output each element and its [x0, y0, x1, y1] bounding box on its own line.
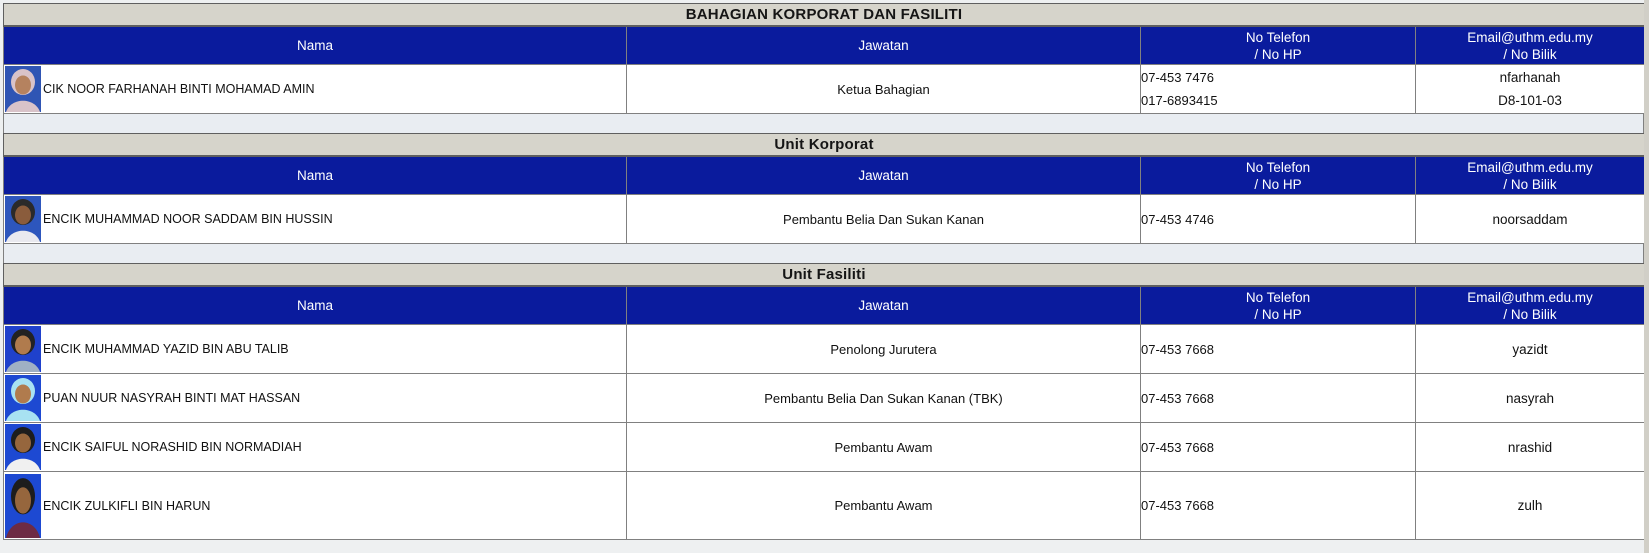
staff-photo — [5, 196, 41, 242]
column-header-line: Nama — [296, 168, 333, 183]
column-header-line: / No Bilik — [1503, 176, 1557, 192]
section-title: BAHAGIAN KORPORAT DAN FASILITI — [685, 5, 963, 23]
section-title-row — [4, 134, 1645, 157]
staff-phone-cell — [1141, 325, 1416, 374]
column-header-line: / No Bilik — [1503, 46, 1557, 62]
section-title-row — [4, 264, 1645, 287]
column-header-line: / No Bilik — [1503, 306, 1557, 322]
staff-photo — [5, 326, 41, 372]
column-header-telefon — [1141, 286, 1416, 325]
staff-position: Pembantu Awam — [627, 423, 1141, 472]
column-header-line: / No HP — [1254, 306, 1302, 322]
staff-name: ENCIK SAIFUL NORASHID BIN NORMADIAH — [43, 440, 302, 454]
email-or-room: yazidt — [1512, 341, 1548, 357]
staff-phone-cell — [1141, 374, 1416, 423]
phone-number: 017-6893415 — [1141, 93, 1218, 108]
staff-row — [4, 472, 1645, 540]
section-table — [3, 3, 1645, 114]
phone-number: 07-453 4746 — [1141, 211, 1215, 227]
column-header-email — [1416, 286, 1645, 325]
column-header-line: Nama — [296, 298, 333, 313]
staff-email-cell — [1416, 195, 1645, 244]
staff-photo — [5, 474, 41, 538]
staff-name: ENCIK MUHAMMAD NOOR SADDAM BIN HUSSIN — [43, 212, 333, 226]
staff-directory — [3, 3, 1644, 540]
email-or-room: noorsaddam — [1492, 211, 1568, 227]
column-header-line: No Telefon — [1245, 289, 1311, 305]
staff-phone-cell — [1141, 423, 1416, 472]
column-header-nama — [4, 286, 627, 325]
staff-position: Pembantu Belia Dan Sukan Kanan — [627, 195, 1141, 244]
staff-phone-cell — [1141, 195, 1416, 244]
column-header-jawatan — [627, 26, 1141, 65]
column-header-line: Nama — [296, 38, 333, 53]
staff-row — [4, 423, 1645, 472]
staff-position: Ketua Bahagian — [627, 65, 1141, 114]
staff-email-cell — [1416, 423, 1645, 472]
staff-position: Pembantu Awam — [627, 472, 1141, 540]
section-title: Unit Fasiliti — [782, 265, 866, 283]
email-or-room: nasyrah — [1505, 390, 1555, 406]
column-header-jawatan — [627, 286, 1141, 325]
column-header-line: No Telefon — [1245, 159, 1311, 175]
staff-name: PUAN NUUR NASYRAH BINTI MAT HASSAN — [43, 391, 301, 405]
phone-number: 07-453 7668 — [1141, 498, 1215, 513]
staff-email-cell — [1416, 472, 1645, 540]
staff-email-cell — [1416, 65, 1645, 114]
column-header-line: Email@uthm.edu.my — [1467, 29, 1593, 45]
column-header-telefon — [1141, 156, 1416, 195]
column-header-email — [1416, 26, 1645, 65]
email-or-room: zulh — [1517, 498, 1543, 513]
column-header-telefon — [1141, 26, 1416, 65]
column-header-line: Jawatan — [858, 38, 909, 53]
column-header-line: / No HP — [1254, 46, 1302, 62]
staff-name: ENCIK MUHAMMAD YAZID BIN ABU TALIB — [43, 342, 289, 356]
staff-name: CIK NOOR FARHANAH BINTI MOHAMAD AMIN — [43, 82, 315, 96]
staff-photo — [5, 375, 41, 421]
staff-row — [4, 325, 1645, 374]
staff-email-cell — [1416, 325, 1645, 374]
column-header-line: Jawatan — [858, 168, 909, 183]
column-header-row — [4, 26, 1645, 65]
staff-row — [4, 374, 1645, 423]
column-header-email — [1416, 156, 1645, 195]
phone-number: 07-453 7668 — [1141, 341, 1215, 357]
column-header-row — [4, 286, 1645, 325]
phone-number: 07-453 7668 — [1141, 390, 1215, 406]
staff-phone-cell — [1141, 472, 1416, 540]
column-header-line: Email@uthm.edu.my — [1467, 289, 1593, 305]
section-title: Unit Korporat — [774, 135, 874, 153]
staff-name: ENCIK ZULKIFLI BIN HARUN — [43, 498, 211, 513]
staff-photo — [5, 66, 41, 112]
staff-row — [4, 195, 1645, 244]
section-table — [3, 263, 1645, 540]
column-header-nama — [4, 156, 627, 195]
column-header-line: / No HP — [1254, 176, 1302, 192]
phone-number: 07-453 7476 — [1141, 70, 1215, 85]
email-or-room: nfarhanah — [1499, 70, 1561, 85]
phone-number: 07-453 7668 — [1141, 439, 1215, 455]
staff-position: Penolong Jurutera — [627, 325, 1141, 374]
email-or-room: D8-101-03 — [1498, 93, 1562, 108]
column-header-jawatan — [627, 156, 1141, 195]
column-header-line: Email@uthm.edu.my — [1467, 159, 1593, 175]
staff-email-cell — [1416, 374, 1645, 423]
email-or-room: nrashid — [1507, 439, 1553, 455]
section-title-row — [4, 4, 1645, 27]
column-header-line: No Telefon — [1245, 29, 1311, 45]
page-right-margin — [1644, 0, 1649, 553]
column-header-line: Jawatan — [858, 298, 909, 313]
section-gap — [3, 114, 1644, 133]
column-header-row — [4, 156, 1645, 195]
section-gap — [3, 244, 1644, 263]
section-table — [3, 133, 1645, 244]
staff-phone-cell — [1141, 65, 1416, 114]
staff-row — [4, 65, 1645, 114]
staff-photo — [5, 424, 41, 470]
staff-position: Pembantu Belia Dan Sukan Kanan (TBK) — [627, 374, 1141, 423]
column-header-nama — [4, 26, 627, 65]
